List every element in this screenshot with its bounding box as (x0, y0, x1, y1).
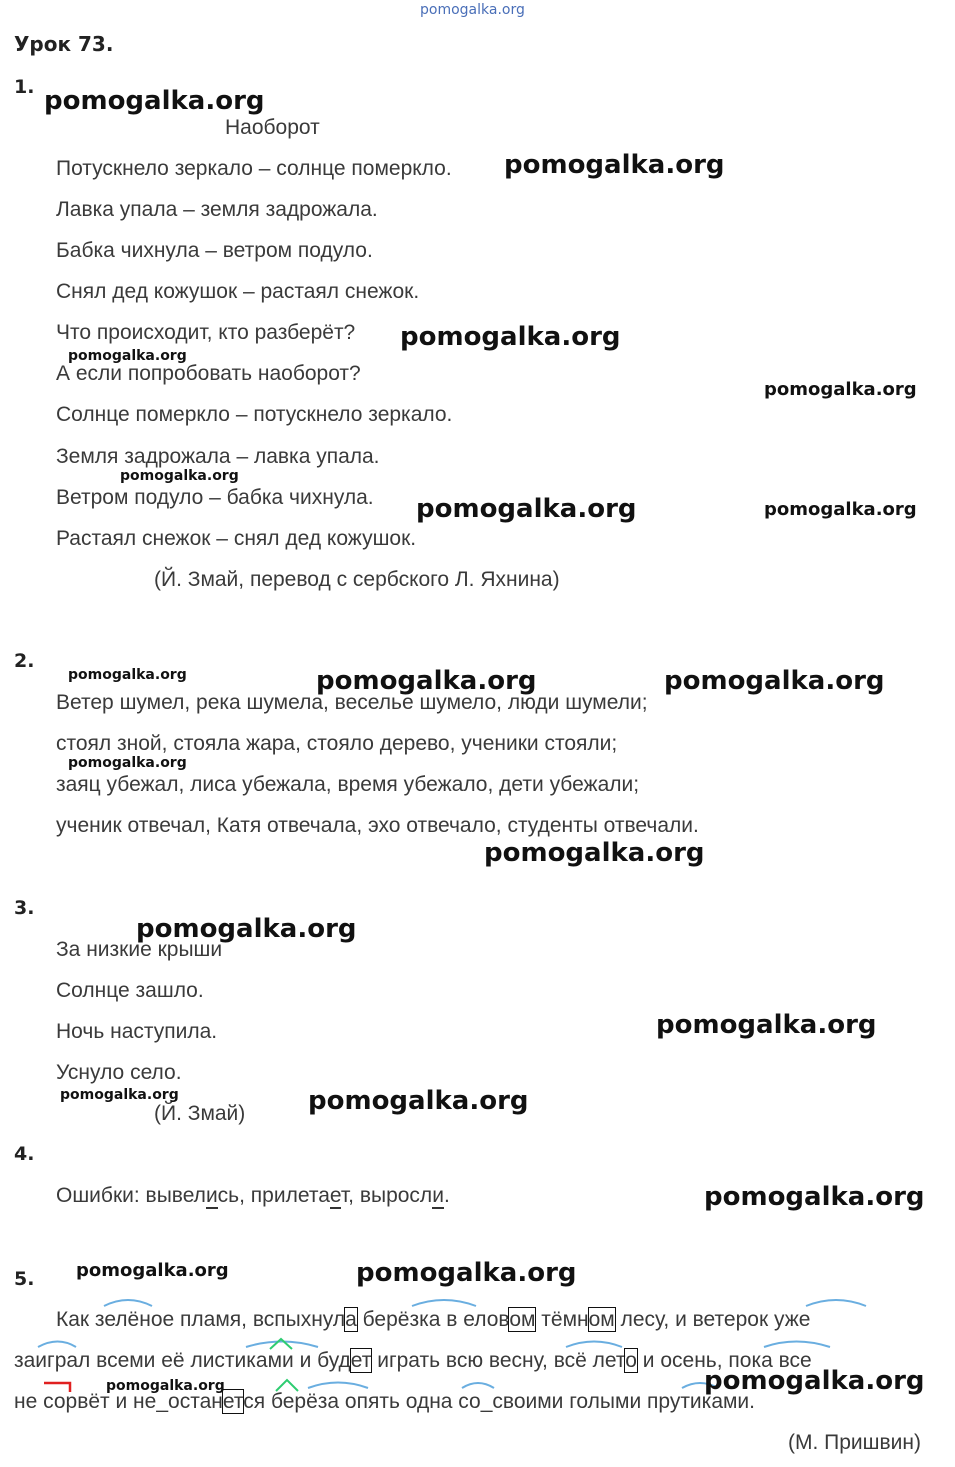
watermark: pomogalka.org (704, 1182, 925, 1212)
text-part: заиграл всеми её листиками и буд (14, 1349, 351, 1372)
analysis-line-1 (56, 1308, 810, 1332)
word-part: вывел (145, 1184, 206, 1207)
text-part: лесу, и ветерок уже (614, 1308, 811, 1331)
underlined-letter: и (205, 1184, 218, 1207)
errors-line (56, 1184, 450, 1208)
watermark: pomogalka.org (68, 667, 187, 683)
root-arc (806, 1300, 866, 1306)
ending-box: ет (222, 1390, 244, 1413)
watermark: pomogalka.org (704, 1366, 925, 1396)
poem-line: Что происходит, кто разберёт? (56, 321, 356, 344)
text-part: играть всю весну, всё лет (371, 1349, 626, 1372)
ending-box: ом (588, 1308, 615, 1331)
poem-line: Ночь наступила. (56, 1020, 218, 1043)
ending-box: а (345, 1308, 357, 1331)
watermark: pomogalka.org (44, 86, 265, 116)
word-part: выросл (359, 1184, 433, 1207)
watermark: pomogalka.org (484, 838, 705, 868)
page-title: Урок 73. (14, 32, 114, 56)
task-4-number: 4. (14, 1143, 35, 1165)
root-arc (462, 1383, 494, 1388)
text-part: ся берёза опять одна со_своими голыми прутиками. (243, 1390, 755, 1413)
text-part: тёмн (535, 1308, 589, 1331)
poem-author: (Й. Змай) (154, 1102, 246, 1125)
text-part: не сорвёт и не_остан (14, 1390, 223, 1413)
watermark: pomogalka.org (120, 468, 239, 484)
watermark: pomogalka.org (664, 666, 885, 696)
poem-line: Лавка упала – земля задрожала. (56, 198, 378, 221)
underlined-letter: и (432, 1184, 444, 1207)
poem-line: Солнце померкло – потускнело зеркало. (56, 403, 453, 426)
poem-author: (Й. Змай, перевод с сербского Л. Яхнина) (154, 568, 560, 591)
top-watermark: pomogalka.org (420, 2, 525, 18)
word-part: . (443, 1184, 450, 1207)
watermark: pomogalka.org (400, 322, 621, 352)
underlined-letter: е (329, 1184, 341, 1207)
poem-title: Наоборот (225, 116, 320, 139)
watermark: pomogalka.org (416, 494, 637, 524)
poem-line: Бабка чихнула – ветром подуло. (56, 239, 373, 262)
poem-line: А если попробовать наоборот? (56, 362, 361, 385)
poem-line: Ветром подуло – бабка чихнула. (56, 486, 374, 509)
text-line: ученик отвечал, Катя отвечала, эхо отвечало, студенты отвечали. (56, 814, 699, 837)
errors-prefix: Ошибки: (56, 1184, 146, 1207)
text-line: заяц убежал, лиса убежала, время убежало, дети убежали; (56, 773, 640, 796)
task-3-number: 3. (14, 897, 35, 919)
watermark: pomogalka.org (764, 499, 917, 520)
watermark: pomogalka.org (60, 1087, 179, 1103)
text-part: Как зелёное пламя, вспыхнул (56, 1308, 346, 1331)
poem-line: Уснуло село. (56, 1061, 182, 1084)
root-arc (308, 1383, 368, 1389)
watermark: pomogalka.org (504, 150, 725, 180)
text-line: стоял зной, стояла жара, стояло дерево, ученики стояли; (56, 732, 618, 755)
watermark: pomogalka.org (68, 755, 187, 771)
root-arc (38, 1342, 76, 1348)
text-part: берёзка в елов (356, 1308, 510, 1331)
ending-box: ом (509, 1308, 536, 1331)
root-arc (566, 1342, 622, 1348)
root-arc (412, 1300, 476, 1306)
poem-line: Солнце зашло. (56, 979, 204, 1002)
watermark: pomogalka.org (316, 666, 537, 696)
watermark: pomogalka.org (136, 914, 357, 944)
task-2-number: 2. (14, 650, 35, 672)
word-part: сь, (217, 1184, 251, 1207)
word-part: т, (340, 1184, 360, 1207)
poem-line: Земля задрожала – лавка упала. (56, 445, 380, 468)
word-part: прилета (250, 1184, 330, 1207)
poem-line: Растаял снежок – снял дед кожушок. (56, 527, 417, 550)
ending-box: ет (350, 1349, 372, 1372)
text-part: и осень, пока все (636, 1349, 812, 1372)
watermark: pomogalka.org (356, 1258, 577, 1288)
root-arc (246, 1342, 318, 1348)
watermark: pomogalka.org (68, 348, 187, 364)
task-1-number: 1. (14, 76, 35, 98)
root-arc (104, 1300, 152, 1306)
watermark: pomogalka.org (656, 1010, 877, 1040)
watermark: pomogalka.org (76, 1260, 229, 1281)
poem-line: За низкие крыши (56, 938, 223, 961)
text-line: Ветер шумел, река шумела, веселье шумело, люди шумели; (56, 691, 648, 714)
task-5-number: 5. (14, 1268, 35, 1290)
poem-line: Потускнело зеркало – солнце померкло. (56, 157, 452, 180)
ending-box: о (625, 1349, 637, 1372)
root-arc (764, 1342, 830, 1348)
analysis-line-2 (14, 1349, 812, 1373)
watermark: pomogalka.org (764, 379, 917, 400)
poem-line: Снял дед кожушок – растаял снежок. (56, 280, 420, 303)
text-author: (М. Пришвин) (788, 1431, 921, 1454)
suffix-mark (270, 1339, 292, 1349)
watermark: pomogalka.org (106, 1378, 225, 1394)
watermark: pomogalka.org (308, 1086, 529, 1116)
